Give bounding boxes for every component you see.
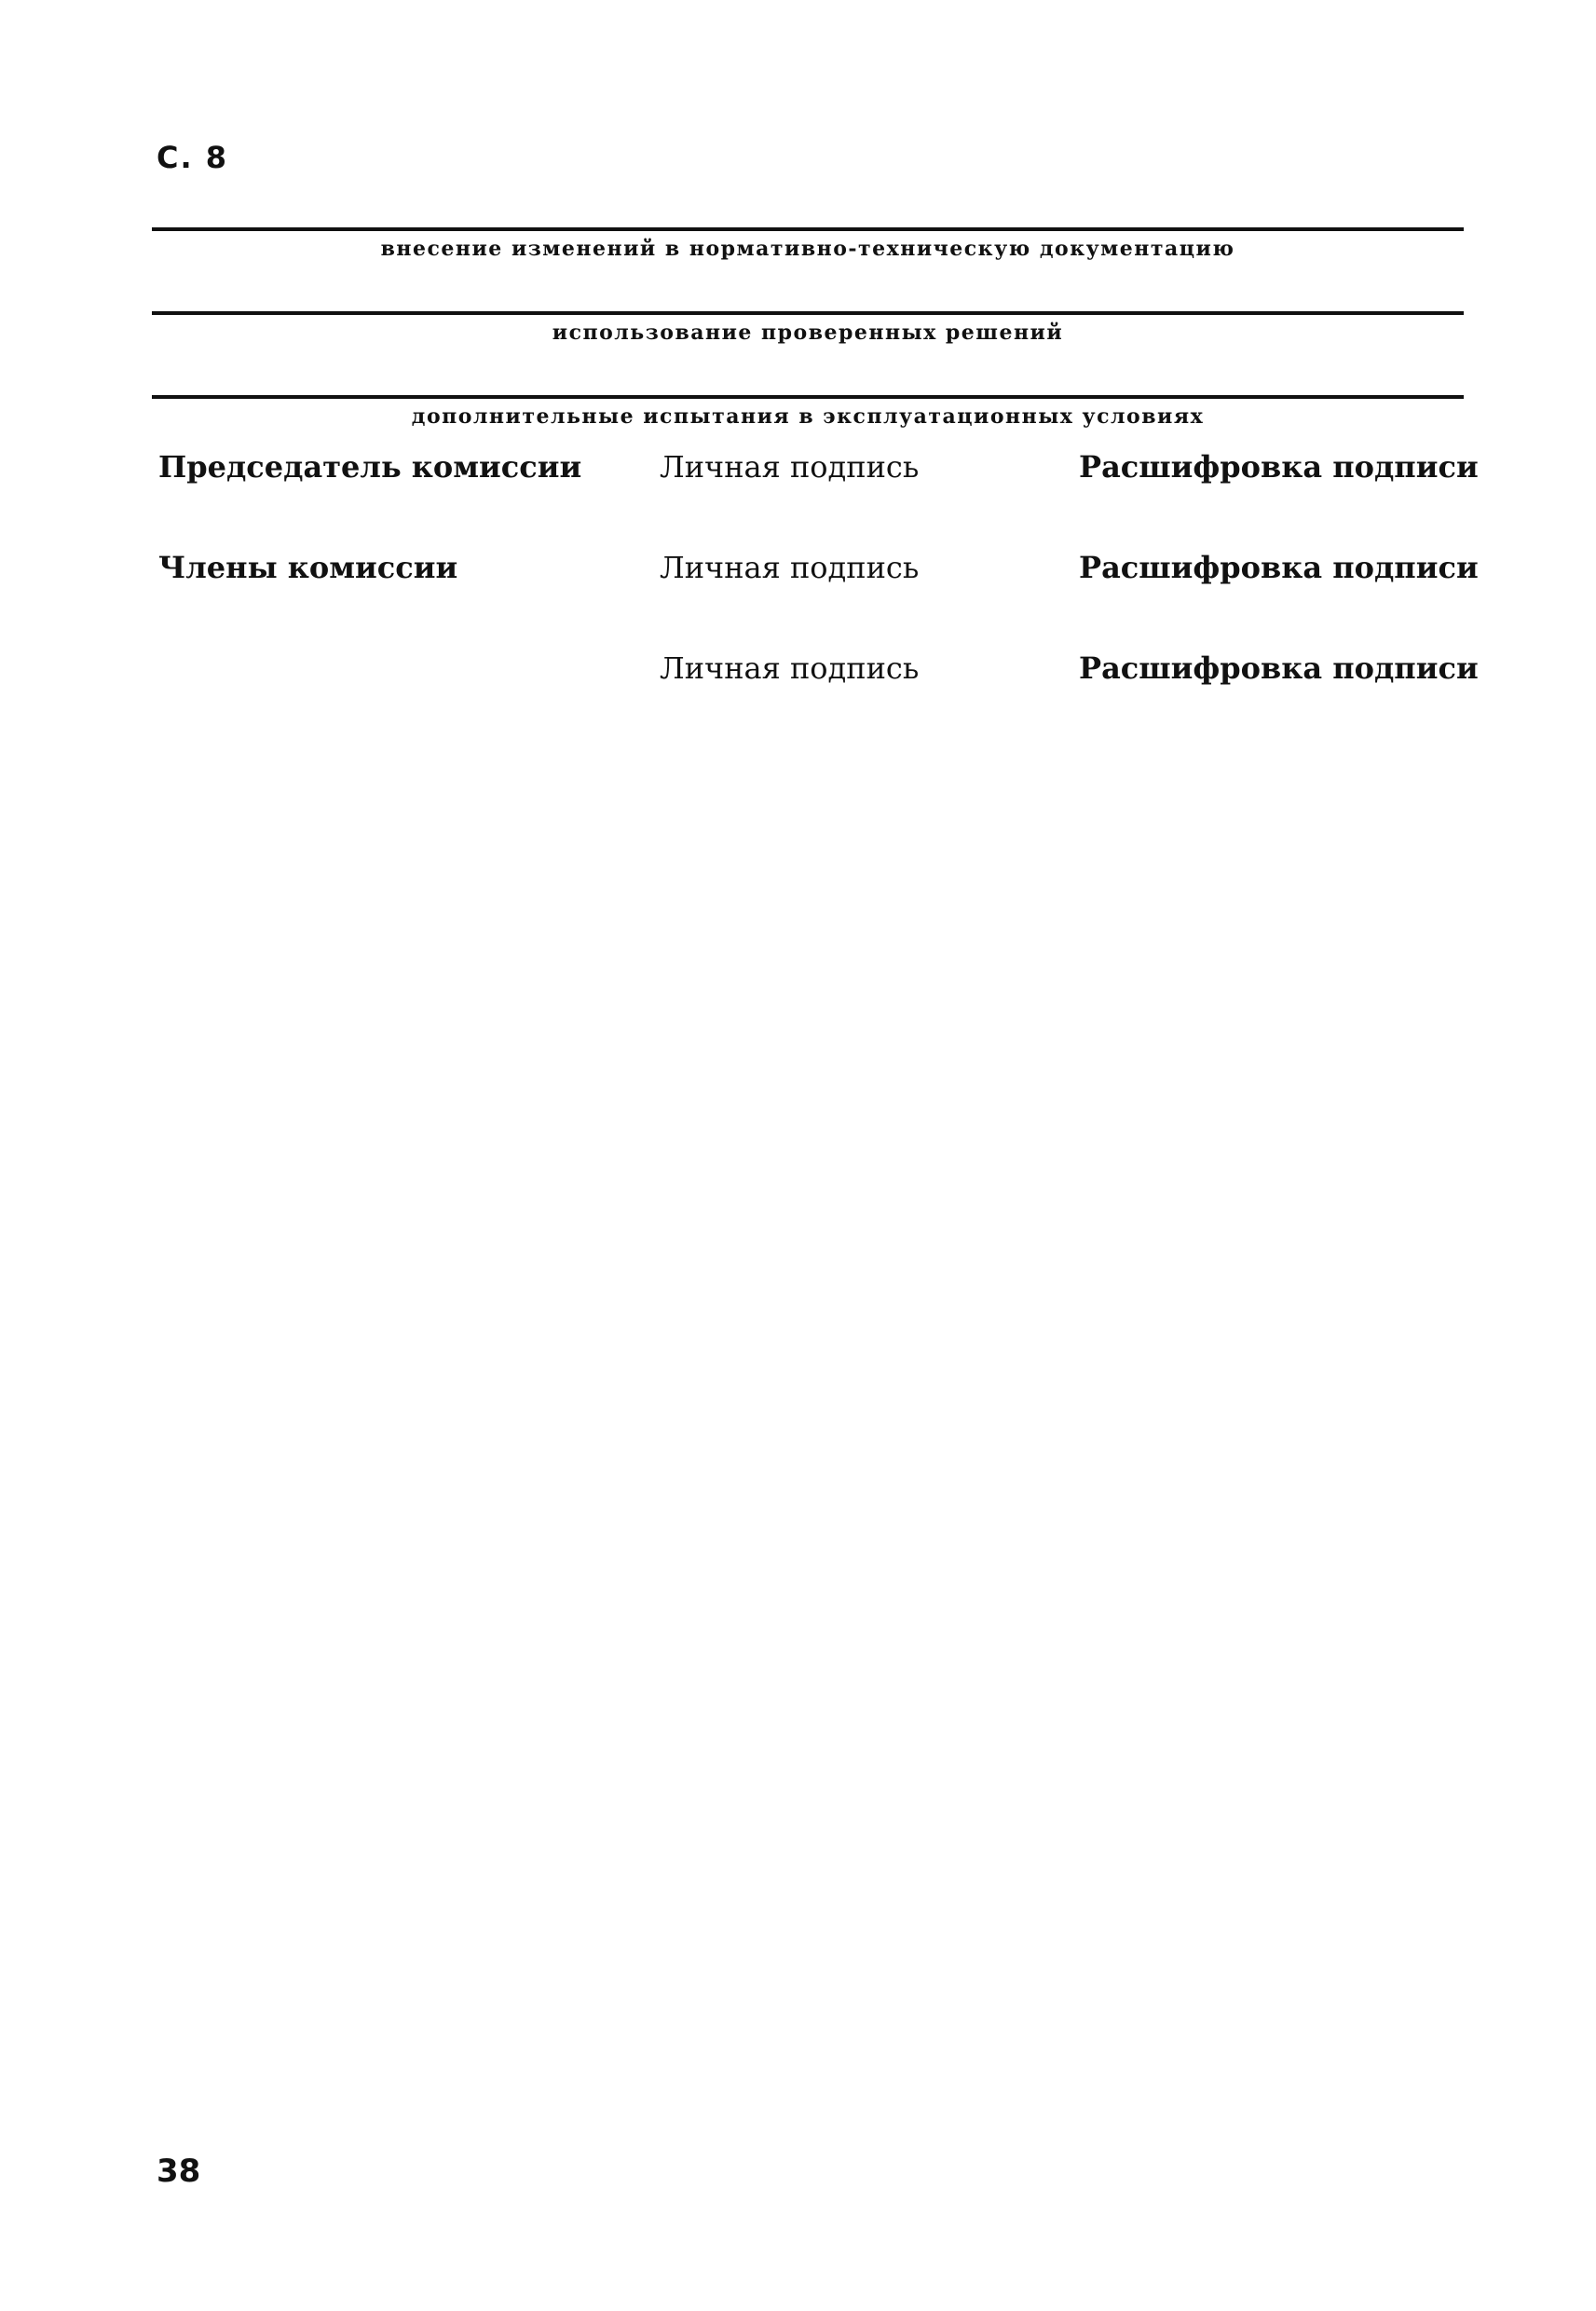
role-label: Члены комиссии [158,550,458,585]
fill-line [152,227,1464,231]
fill-line [152,395,1464,399]
decision-field-proven-solutions[interactable] [152,311,1464,345]
field-caption: дополнительные испытания в эксплуатационных условиях [411,404,1205,429]
personal-signature-label: Личная подпись [660,650,920,686]
decision-field-amend-documentation[interactable] [152,227,1464,261]
decision-field-additional-tests[interactable] [152,395,1464,429]
role-label: Председатель комиссии [158,449,582,485]
field-caption: внесение изменений в нормативно-техническую документацию [380,237,1235,261]
page-code: С. 8 [157,140,229,175]
signature-row-chairman [0,449,1596,496]
personal-signature-label: Личная подпись [660,449,920,485]
signature-decoding-label: Расшифровка подписи [1079,650,1479,686]
signature-row-member-2 [0,650,1596,697]
signature-decoding-label: Расшифровка подписи [1079,449,1479,485]
fill-line [152,311,1464,315]
signature-decoding-label: Расшифровка подписи [1079,550,1479,585]
signature-row-members [0,550,1596,596]
personal-signature-label: Личная подпись [660,550,920,585]
field-caption: использование проверенных решений [552,321,1064,345]
page-number: 38 [157,2153,201,2190]
